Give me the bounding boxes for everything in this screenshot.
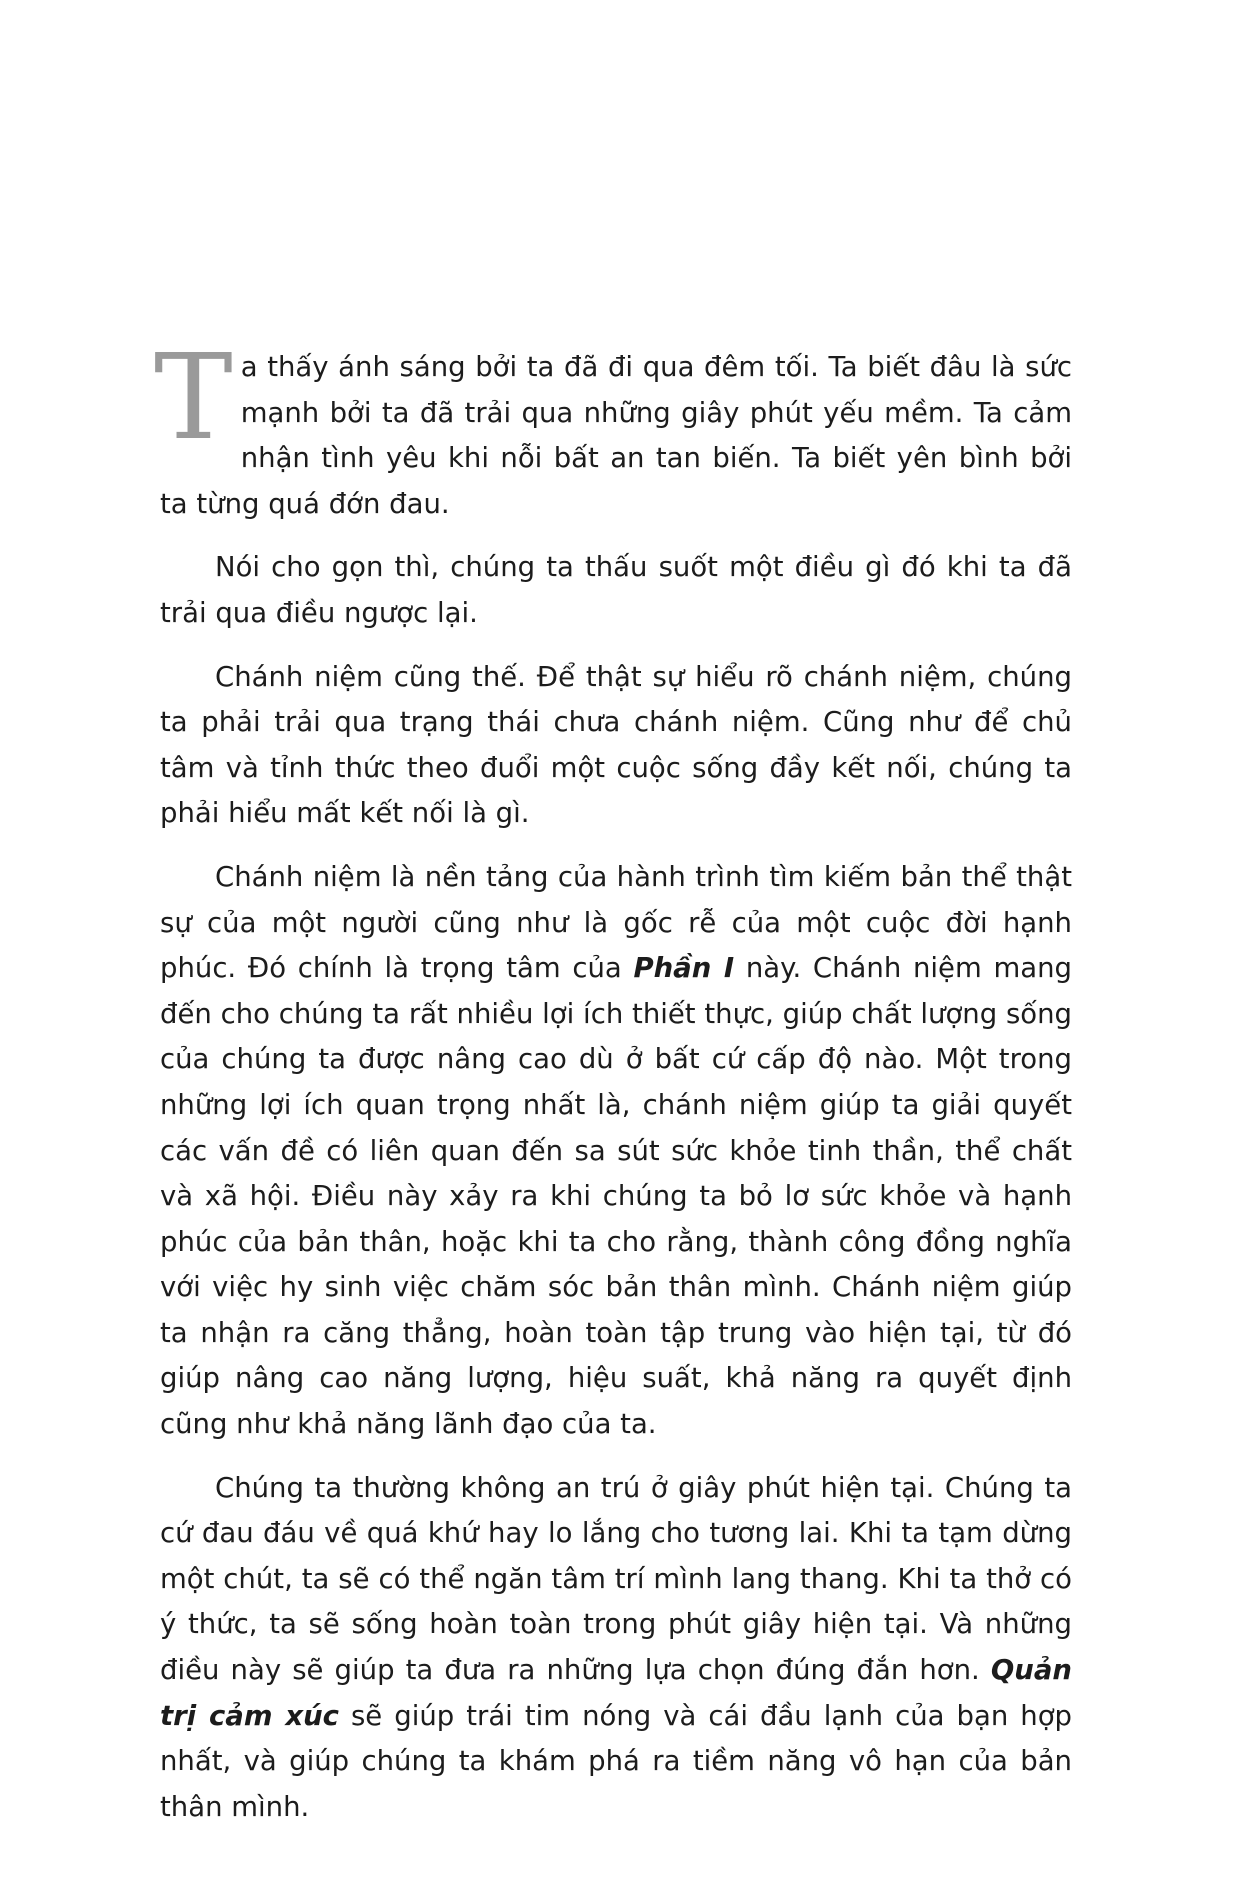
paragraph-text: Chúng ta thường không an trú ở giây phút hiện tại. Chúng ta cứ đau đáu về quá khứ hay lo lắng cho tương lai. Khi ta tạm dừng một chút, ta sẽ có thể ngăn tâm trí mình lang thang. Khi ta thở có ý thức, ta sẽ sống hoàn toàn trong phút giây hiện tại. Và những điều này sẽ giúp ta đưa ra những lựa chọn đúng đắn hơn. [160,1471,1072,1687]
paragraph-text: này. Chánh niệm mang đến cho chúng ta rất nhiều lợi ích thiết thực, giúp chất lượng sống của chúng ta được nâng cao dù ở bất cứ cấp độ nào. Một trong những lợi ích quan trọng nhất là, chánh niệm giúp ta giải quyết các vấn đề có liên quan đến sa sút sức khỏe tinh thần, thể chất và xã hội. Điều này xảy ra khi chúng ta bỏ lơ sức khỏe và hạnh phúc của bản thân, hoặc khi ta cho rằng, thành công đồng nghĩa với việc hy sinh việc chăm sóc bản thân mình. Chánh niệm giúp ta nhận ra căng thẳng, hoàn toàn tập trung vào hiện tại, từ đó giúp nâng cao năng lượng, hiệu suất, khả năng ra quyết định cũng như khả năng lãnh đạo của ta. [160,952,1072,1441]
paragraph [160,1466,1072,1831]
emphasis-part-title: Phần I [633,952,735,985]
paragraph [160,855,1072,1448]
drop-cap-letter: T [154,328,233,466]
paragraph-text: Chánh niệm là nền tảng của hành trình tìm kiếm bản thể thật sự của một người cũng như là gốc rễ của một cuộc đời hạnh phúc. Đó chính là trọng tâm của [160,860,1072,985]
paragraph-text: a thấy ánh sáng bởi ta đã đi qua đêm tối. Ta biết đâu là sức mạnh bởi ta đã trải qua những giây phút yếu mềm. Ta cảm nhận tình yêu khi nỗi bất an tan biến. Ta biết yên bình bởi ta từng quá đớn đau. [160,351,1072,520]
paragraph [160,655,1072,837]
paragraph-text: Chánh niệm cũng thế. Để thật sự hiểu rõ chánh niệm, chúng ta phải trải qua trạng thái chưa chánh niệm. Cũng như để chủ tâm và tỉnh thức theo đuổi một cuộc sống đầy kết nối, chúng ta phải hiểu mất kết nối là gì. [160,660,1072,830]
paragraph-text: sẽ giúp trái tim nóng và cái đầu lạnh của bạn hợp nhất, và giúp chúng ta khám phá ra tiềm năng vô hạn của bản thân mình. [160,1699,1072,1823]
paragraph-opening [154,328,1072,527]
paragraph-text: Nói cho gọn thì, chúng ta thấu suốt một điều gì đó khi ta đã trải qua điều ngược lại. [160,551,1072,629]
book-page-body [154,328,1072,1848]
emphasis-book-title: Quản trị cảm xúc [160,1654,1072,1732]
paragraph [160,545,1072,636]
